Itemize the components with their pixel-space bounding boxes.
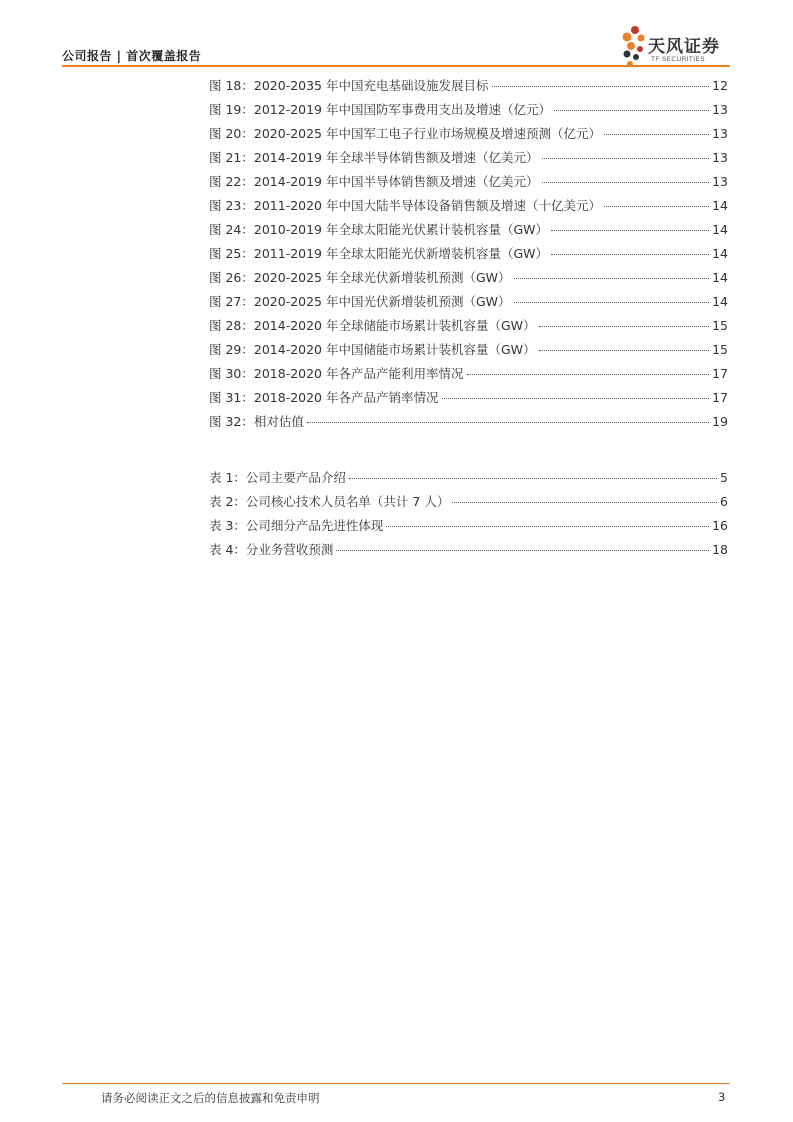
figure-entry-label: 图 23：2011-2020 年中国大陆半导体设备销售额及增速（十亿美元） [209,198,601,213]
dot-leader [349,478,717,479]
figure-entry-page: 15 [712,342,728,357]
figure-entry[interactable] [209,196,728,220]
figure-entry-label: 图 24：2010-2019 年全球太阳能光伏累计装机容量（GW） [209,222,549,237]
dot-leader [604,134,709,135]
table-entry[interactable] [209,492,728,516]
table-entry-label: 表 4：分业务营收预测 [209,542,334,557]
dot-leader [551,254,709,255]
table-entry[interactable] [209,540,728,564]
dot-leader [604,206,709,207]
footer-disclaimer: 请务必阅读正文之后的信息披露和免责申明 [101,1091,320,1105]
dot-leader [514,278,710,279]
figure-entry[interactable] [209,292,728,316]
dot-leader [336,550,709,551]
figure-entry[interactable] [209,100,728,124]
figure-entry[interactable] [209,124,728,148]
figure-entry-label: 图 21：2014-2019 年全球半导体销售额及增速（亿美元） [209,150,539,165]
table-entry[interactable] [209,516,728,540]
figure-entry-page: 15 [712,318,728,333]
figure-entry-page: 13 [712,102,728,117]
figure-entry-label: 图 30：2018-2020 年各产品产能利用率情况 [209,366,464,381]
figure-entry-page: 14 [712,270,728,285]
figure-entry-page: 14 [712,294,728,309]
dot-leader [514,302,710,303]
figure-entry-label: 图 32：相对估值 [209,414,304,429]
figure-entry-label: 图 27：2020-2025 年中国光伏新增装机预测（GW） [209,294,511,309]
figure-entry[interactable] [209,148,728,172]
figure-entry-page: 14 [712,198,728,213]
figure-entry[interactable] [209,340,728,364]
figure-entry-label: 图 19：2012-2019 年中国国防军事费用支出及增速（亿元） [209,102,551,117]
table-entry-page: 16 [712,518,728,533]
dot-leader [539,350,710,351]
dot-leader [442,398,710,399]
figure-entry-label: 图 31：2018-2020 年各产品产销率情况 [209,390,439,405]
figure-entry-label: 图 18：2020-2035 年中国充电基础设施发展目标 [209,78,489,93]
dot-leader [542,158,710,159]
logo-subtitle: TF SECURITIES [651,56,705,63]
figure-entry[interactable] [209,388,728,412]
dot-leader [551,230,709,231]
table-index [209,468,728,564]
tf-flower-icon [620,24,650,70]
figure-entry-page: 14 [712,222,728,237]
figure-entry-label: 图 25：2011-2019 年全球太阳能光伏新增装机容量（GW） [209,246,549,261]
figure-entry-page: 13 [712,174,728,189]
header-divider [62,65,730,67]
report-type-label: 公司报告 | 首次覆盖报告 [62,49,202,63]
figure-entry-label: 图 26：2020-2025 年全球光伏新增装机预测（GW） [209,270,511,285]
figure-entry-label: 图 28：2014-2020 年全球储能市场累计装机容量（GW） [209,318,536,333]
table-entry-page: 18 [712,542,728,557]
dot-leader [467,374,710,375]
figure-entry[interactable] [209,316,728,340]
dot-leader [386,526,709,527]
table-entry[interactable] [209,468,728,492]
page-number: 3 [718,1090,726,1104]
dot-leader [492,86,710,87]
figure-entry-label: 图 29：2014-2020 年中国储能市场累计装机容量（GW） [209,342,536,357]
figure-entry-label: 图 22：2014-2019 年中国半导体销售额及增速（亿美元） [209,174,539,189]
figure-entry-page: 19 [712,414,728,429]
figure-entry[interactable] [209,244,728,268]
figure-entry[interactable] [209,172,728,196]
logo-name: 天风证券 [648,37,720,57]
figure-entry-page: 17 [712,366,728,381]
dot-leader [539,326,710,327]
table-entry-label: 表 2：公司核心技术人员名单（共计 7 人） [209,494,450,509]
dot-leader [452,502,717,503]
figure-entry-page: 17 [712,390,728,405]
figure-entry-page: 12 [712,78,728,93]
figure-entry[interactable] [209,76,728,100]
figure-entry-page: 13 [712,150,728,165]
dot-leader [554,110,709,111]
dot-leader [542,182,710,183]
table-entry-page: 5 [720,470,728,485]
table-entry-page: 6 [720,494,728,509]
figure-entry-page: 13 [712,126,728,141]
figure-index [209,76,728,436]
table-entry-label: 表 1：公司主要产品介绍 [209,470,346,485]
dot-leader [307,422,709,423]
figure-entry-page: 14 [712,246,728,261]
figure-entry[interactable] [209,220,728,244]
figure-entry[interactable] [209,364,728,388]
footer-divider [62,1083,730,1084]
table-entry-label: 表 3：公司细分产品先进性体现 [209,518,384,533]
figure-entry[interactable] [209,412,728,436]
figure-entry[interactable] [209,268,728,292]
figure-entry-label: 图 20：2020-2025 年中国军工电子行业市场规模及增速预测（亿元） [209,126,601,141]
